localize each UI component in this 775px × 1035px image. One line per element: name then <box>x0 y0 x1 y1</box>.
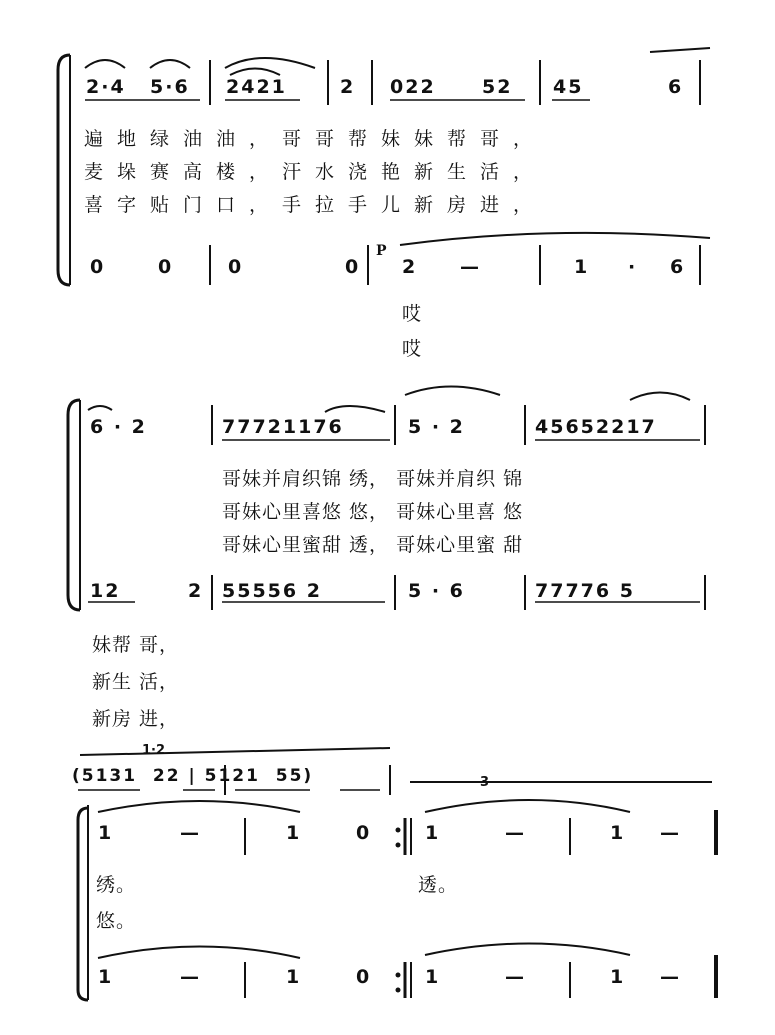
note: — <box>180 822 201 844</box>
lyric-line: 新房 进， <box>92 708 180 730</box>
note: — <box>505 822 526 844</box>
lyric-word: 哎 <box>402 303 423 325</box>
lyric-line: 喜字贴门口，手拉手儿新房进， <box>84 194 547 216</box>
ending-label: 3 <box>480 775 490 790</box>
note-group: 2421 <box>226 76 287 98</box>
note-group: 5 · 2 <box>408 416 465 438</box>
note: 1 <box>574 256 590 278</box>
lyric-word: 绣。 <box>96 874 137 896</box>
lyric-word: 哎 <box>402 338 423 360</box>
lyric-line: 妹帮 哥， <box>92 634 180 656</box>
lyric-line: 遍地绿油油，哥哥帮妹妹帮哥， <box>84 128 547 150</box>
note: 0 <box>90 256 106 278</box>
note-group: 6 <box>668 76 684 98</box>
note-group: 12 <box>90 580 121 602</box>
note-group: 5·6 <box>150 76 190 98</box>
lyric-word: 透。 <box>418 874 459 896</box>
accompaniment: (5131 22 | 5121 55) <box>72 766 314 786</box>
note: — <box>660 822 681 844</box>
note: — <box>180 966 201 988</box>
note: 1 <box>286 822 302 844</box>
ending-label: 1·2 <box>142 743 166 758</box>
note: 0 <box>356 822 372 844</box>
dynamic-mark: P <box>376 243 387 259</box>
note: 1 <box>425 822 441 844</box>
lyric-line: 哥妹心里蜜甜 透， 哥妹心里蜜 甜 <box>222 534 524 556</box>
lyric-word: 悠。 <box>96 910 137 932</box>
note-group: 45652217 <box>535 416 657 438</box>
note: 1 <box>98 966 114 988</box>
note-group: 2 <box>188 580 204 602</box>
note-group: 55556 2 <box>222 580 322 602</box>
note: 1 <box>98 822 114 844</box>
note-group: 77776 5 <box>535 580 635 602</box>
lyric-line: 麦垛赛高楼，汗水浇艳新生活， <box>84 161 547 183</box>
note-group: 45 <box>553 76 584 98</box>
note: 0 <box>228 256 244 278</box>
note-group: 6 · 2 <box>90 416 147 438</box>
note: 2 <box>402 256 418 278</box>
note: 0 <box>158 256 174 278</box>
lyric-line: 哥妹心里喜悠 悠， 哥妹心里喜 悠 <box>222 501 524 523</box>
note: 1 <box>425 966 441 988</box>
lyric-line: 哥妹并肩织锦 绣， 哥妹并肩织 锦 <box>222 468 524 490</box>
note-group: 2 <box>340 76 356 98</box>
note: 1 <box>610 822 626 844</box>
note-group: 5 · 6 <box>408 580 465 602</box>
note: — <box>460 256 481 278</box>
note-group: 2·4 <box>86 76 126 98</box>
note: 6 <box>670 256 686 278</box>
note-group: 022 <box>390 76 436 98</box>
note-group: 77721176 <box>222 416 344 438</box>
note: 1 <box>286 966 302 988</box>
note-group: 52 <box>482 76 513 98</box>
note: 0 <box>356 966 372 988</box>
lyric-line: 新生 活， <box>92 671 180 693</box>
note: · <box>628 256 638 278</box>
note: — <box>660 966 681 988</box>
note: 1 <box>610 966 626 988</box>
note: — <box>505 966 526 988</box>
note: 0 <box>345 256 361 278</box>
